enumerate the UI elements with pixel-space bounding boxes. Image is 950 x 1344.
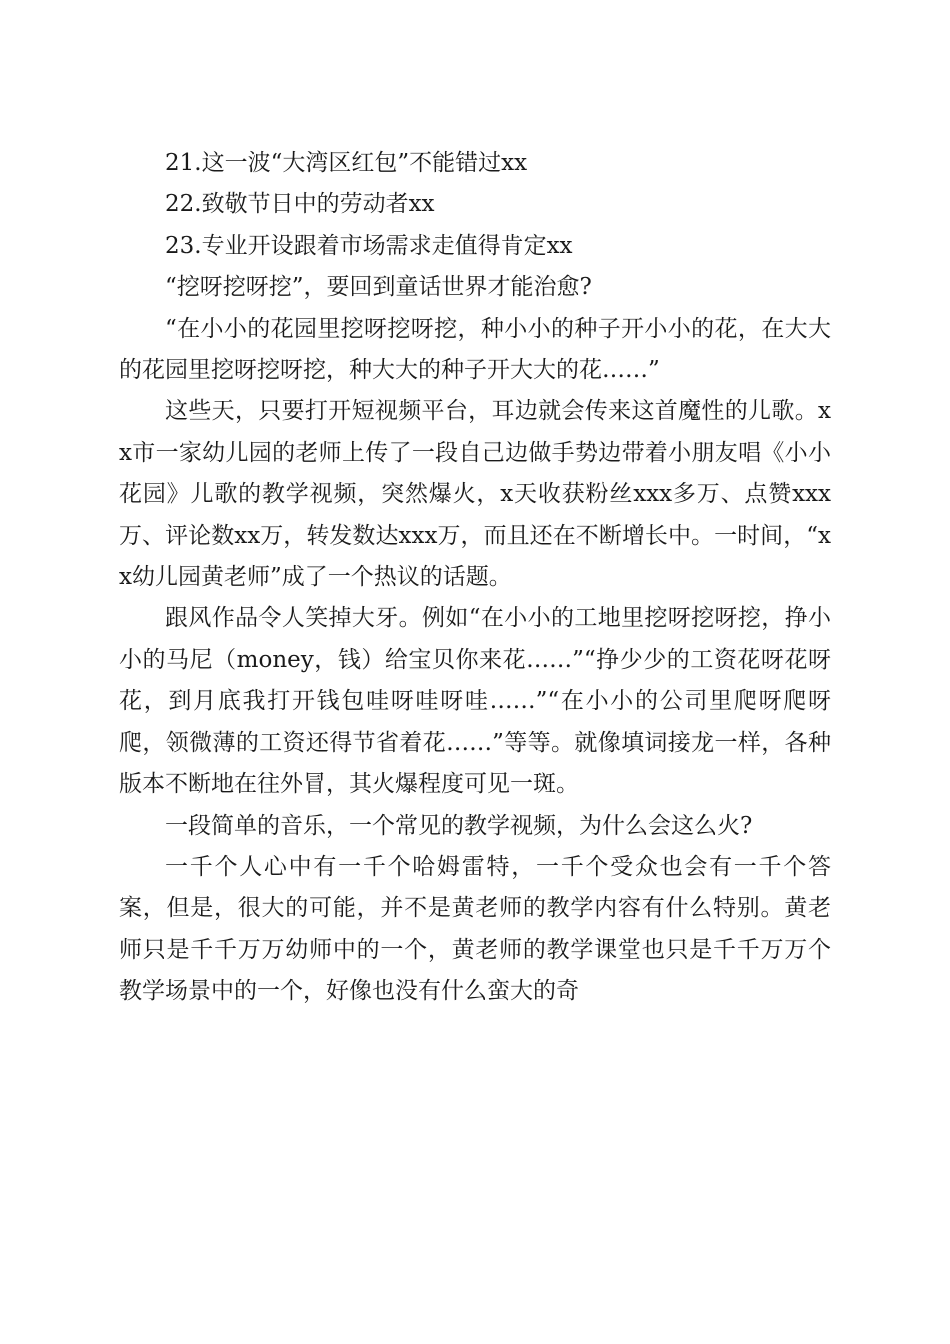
paragraph: 一段简单的音乐，一个常见的教学视频，为什么会这么火?	[165, 812, 753, 839]
paragraph: “在小小的花园里挖呀挖呀挖，种小小的种子开小小的花，在大大的花园里挖呀挖呀挖，种大大的种子开大大的花……”	[119, 315, 831, 384]
list-item: 23.专业开设跟着市场需求走值得肯定xx	[165, 232, 573, 259]
list-item: 22.致敬节日中的劳动者xx	[165, 191, 435, 218]
paragraph: 跟风作品令人笑掉大牙。例如“在小小的工地里挖呀挖呀挖，挣小小的马尼（money，钱）给宝贝你来花……”“挣少少的工资花呀花呀花，到月底我打开钱包哇呀哇呀哇……”“在小小的公司里爬呀爬呀爬，领微薄的工资还得节省着花……”等等。就像填词接龙一样，各种版本不断地在往外冒，其火爆程度可见一斑。	[119, 605, 831, 798]
paragraph: 一千个人心中有一千个哈姆雷特，一千个受众也会有一千个答案，但是，很大的可能，并不是黄老师的教学内容有什么特别。黄老师只是千千万万幼师中的一个，黄老师的教学课堂也只是千千万万个教学场景中的一个，好像也没有什么蛮大的奇	[119, 853, 831, 1005]
document-body	[119, 143, 831, 1013]
section-heading: “挖呀挖呀挖”，要回到童话世界才能治愈?	[165, 274, 592, 301]
paragraph: 这些天，只要打开短视频平台，耳边就会传来这首魔性的儿歌。xx市一家幼儿园的老师上传了一段自己边做手势边带着小朋友唱《小小花园》儿歌的教学视频，突然爆火，x天收获粉丝xxx多万、点赞xxx万、评论数xx万，转发数达xxx万，而且还在不断增长中。一时间，“xx幼儿园黄老师”成了一个热议的话题。	[119, 398, 831, 591]
list-item: 21.这一波“大湾区红包”不能错过xx	[165, 150, 528, 176]
